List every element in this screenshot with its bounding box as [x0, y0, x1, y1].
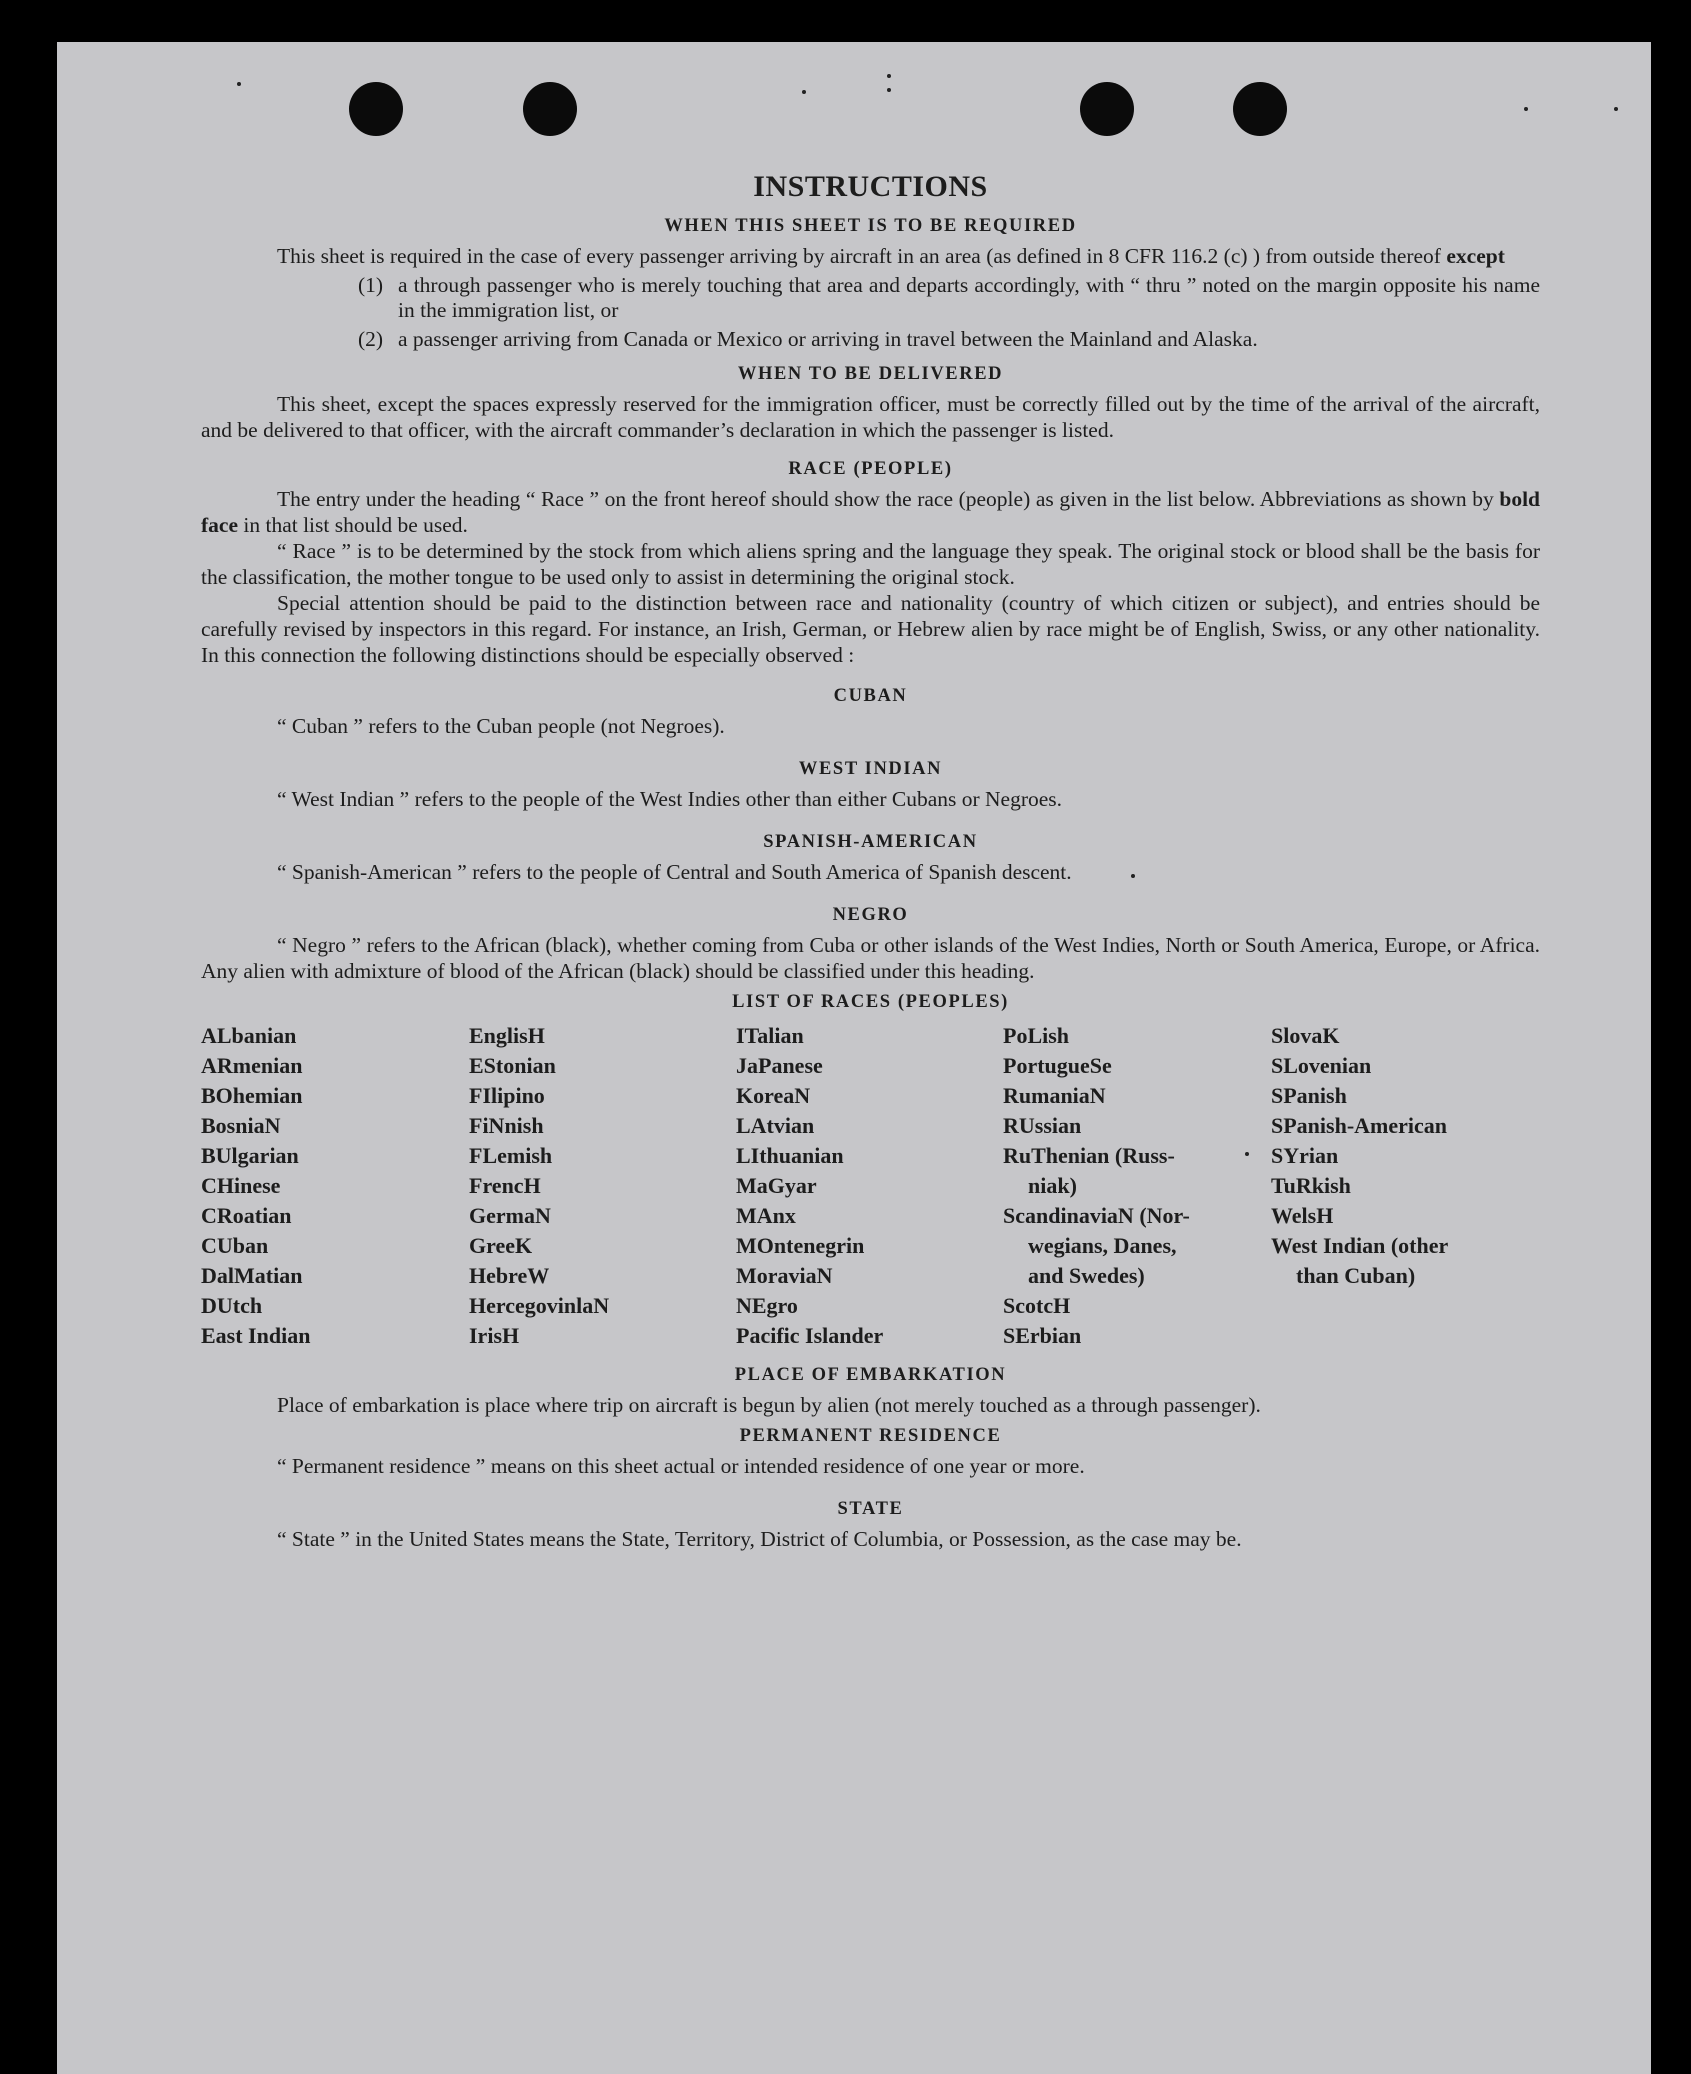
item-text: a through passenger who is merely touching that area and departs accordingly, with “ thru ” noted on the margin opposite his name in the immigration list, or — [398, 273, 1540, 322]
race-entry: MaGyar — [736, 1173, 817, 1198]
race-entry-continuation: wegians, Danes, — [1028, 1233, 1177, 1258]
race-entry: FLemish — [469, 1143, 553, 1168]
race-entry: EnglisH — [469, 1023, 545, 1048]
race-entry: LAtvian — [736, 1113, 815, 1138]
bold-face-emphasis: bold face — [201, 487, 1540, 537]
race-entry: GreeK — [469, 1233, 533, 1258]
item-number: (1) — [358, 273, 384, 297]
section-heading-list-of-races: LIST OF RACES (PEOPLES) — [732, 992, 1009, 1012]
race-entry: BOhemian — [201, 1083, 303, 1108]
race-entry: ScandinaviaN (Nor- — [1003, 1203, 1190, 1228]
when-delivered-text: This sheet, except the spaces expressly reserved for the immigration officer, must be correctly filled out by the time of the arrival of the aircraft, and be delivered to that officer, with the aircraft commander’s declaration in which the passenger is listed. — [201, 392, 1540, 442]
exception-item-1 — [358, 273, 1540, 323]
when-required-text — [201, 243, 1540, 269]
race-paragraph-1 — [201, 486, 1540, 538]
race-entry: KoreaN — [736, 1083, 811, 1108]
race-entry: SlovaK — [1271, 1023, 1340, 1048]
races-column-4 — [1003, 1021, 1271, 1351]
races-column-2 — [469, 1021, 736, 1351]
races-list — [201, 1021, 1540, 1351]
race-entry: West Indian (other — [1271, 1233, 1449, 1258]
section-heading-state: STATE — [837, 1499, 904, 1519]
race-entry-continuation: than Cuban) — [1296, 1263, 1416, 1288]
race-entry: BosniaN — [201, 1113, 281, 1138]
race-entry: RumaniaN — [1003, 1083, 1106, 1108]
west-indian-text: “ West Indian ” refers to the people of the West Indies other than either Cubans or Negroes. — [277, 787, 1063, 811]
instructions-content — [201, 170, 1540, 1552]
punch-hole — [1080, 82, 1134, 136]
race-entry: RuThenian (Russ- — [1003, 1143, 1175, 1168]
speck — [1614, 107, 1618, 111]
document-sheet — [57, 42, 1651, 2074]
section-heading-cuban: CUBAN — [833, 686, 908, 706]
section-heading-spanish-american: SPANISH-AMERICAN — [763, 832, 978, 852]
race-entry: JaPanese — [736, 1053, 823, 1078]
section-heading-when-delivered: WHEN TO BE DELIVERED — [737, 364, 1004, 384]
section-heading-negro: NEGRO — [832, 905, 909, 925]
race-entry: Pacific Islander — [736, 1323, 884, 1348]
race-entry: DalMatian — [201, 1263, 303, 1288]
race-entry: FrencH — [469, 1173, 541, 1198]
race-paragraph-3: Special attention should be paid to the distinction between race and nationality (country of which citizen or subject), and entries should be carefully revised by inspectors in this regard. For instance, an Irish, German, or Hebrew alien by race might be of English, Swiss, or any other nationality. In this connection the following distinctions should be especially observed : — [201, 591, 1540, 667]
race-entry: EStonian — [469, 1053, 556, 1078]
when-required-intro: This sheet is required in the case of every passenger arriving by aircraft in an area (as defined in 8 CFR 116.2 (c) ) from outside thereof — [277, 244, 1441, 268]
race-entry: HercegovinlaN — [469, 1293, 610, 1318]
race-entry: ScotcH — [1003, 1293, 1071, 1318]
race-entry: BUlgarian — [201, 1143, 299, 1168]
race-entry: SPanish-American — [1271, 1113, 1447, 1138]
race-entry: TuRkish — [1271, 1173, 1351, 1198]
spanish-american-text: “ Spanish-American ” refers to the people of Central and South America of Spanish descent. — [277, 860, 1072, 884]
except-emphasis: except — [1446, 244, 1505, 268]
embarkation-text: Place of embarkation is place where trip on aircraft is begun by alien (not merely touched as a through passenger). — [277, 1393, 1261, 1417]
section-heading-west-indian: WEST INDIAN — [798, 759, 943, 779]
race-entry: East Indian — [201, 1323, 311, 1348]
races-column-3 — [736, 1021, 1003, 1351]
race-entry: IrisH — [469, 1323, 520, 1348]
race-entry: SLovenian — [1271, 1053, 1372, 1078]
speck — [887, 74, 891, 78]
race-paragraph-2: “ Race ” is to be determined by the stock from which aliens spring and the language they speak. The original stock or blood shall be the basis for the classification, the mother tongue to be used only to assist in determining the original stock. — [201, 539, 1540, 589]
race-entry: MOntenegrin — [736, 1233, 865, 1258]
race-entry: CUban — [201, 1233, 269, 1258]
race-entry: RUssian — [1003, 1113, 1082, 1138]
race-entry: MoraviaN — [736, 1263, 833, 1288]
race-p1-end: in that list should be used. — [243, 513, 468, 537]
race-entry: FiNnish — [469, 1113, 544, 1138]
section-heading-when-required: WHEN THIS SHEET IS TO BE REQUIRED — [664, 216, 1077, 236]
race-p1-start: The entry under the heading “ Race ” on the front hereof should show the race (people) as given in the list below. Abbreviations as shown by — [277, 487, 1494, 511]
race-entry: FIlipino — [469, 1083, 545, 1108]
state-text: “ State ” in the United States means the State, Territory, District of Columbia, or Possession, as the case may be. — [277, 1527, 1242, 1551]
punch-hole — [1233, 82, 1287, 136]
race-entry: GermaN — [469, 1203, 551, 1228]
race-entry-continuation: and Swedes) — [1028, 1263, 1145, 1288]
race-entry: ITalian — [736, 1023, 804, 1048]
speck — [887, 88, 891, 92]
negro-text: “ Negro ” refers to the African (black), whether coming from Cuba or other islands of the West Indies, North or South America, Europe, or Africa. Any alien with admixture of blood of the African (black) should be classified under this heading. — [201, 933, 1540, 983]
page-title: INSTRUCTIONS — [753, 170, 988, 203]
punch-hole — [523, 82, 577, 136]
section-heading-residence: PERMANENT RESIDENCE — [739, 1426, 1002, 1446]
race-entry: ARmenian — [201, 1053, 303, 1078]
item-number: (2) — [358, 327, 384, 351]
race-entry: CRoatian — [201, 1203, 292, 1228]
race-entry: NEgro — [736, 1293, 798, 1318]
section-heading-race: RACE (PEOPLE) — [788, 459, 953, 479]
races-column-5 — [1271, 1021, 1540, 1351]
race-entry: ALbanian — [201, 1023, 297, 1048]
race-entry: SYrian — [1271, 1143, 1339, 1168]
race-entry: WelsH — [1271, 1203, 1334, 1228]
race-entry: PoLish — [1003, 1023, 1070, 1048]
punch-hole — [349, 82, 403, 136]
race-entry: DUtch — [201, 1293, 263, 1318]
speck — [237, 82, 241, 86]
race-entry: SErbian — [1003, 1323, 1082, 1348]
race-entry: MAnx — [736, 1203, 796, 1228]
race-entry-continuation: niak) — [1028, 1173, 1077, 1198]
race-entry: HebreW — [469, 1263, 550, 1288]
speck — [1524, 107, 1528, 111]
race-entry: LIthuanian — [736, 1143, 844, 1168]
speck — [802, 90, 806, 94]
cuban-text: “ Cuban ” refers to the Cuban people (not Negroes). — [277, 714, 725, 738]
race-entry: SPanish — [1271, 1083, 1347, 1108]
exception-item-2 — [358, 327, 1540, 352]
race-entry: PortugueSe — [1003, 1053, 1112, 1078]
residence-text: “ Permanent residence ” means on this sheet actual or intended residence of one year or more. — [277, 1454, 1085, 1478]
section-heading-embarkation: PLACE OF EMBARKATION — [734, 1365, 1007, 1385]
races-column-1 — [201, 1021, 469, 1351]
item-text: a passenger arriving from Canada or Mexico or arriving in travel between the Mainland and Alaska. — [398, 327, 1258, 351]
race-entry: CHinese — [201, 1173, 281, 1198]
